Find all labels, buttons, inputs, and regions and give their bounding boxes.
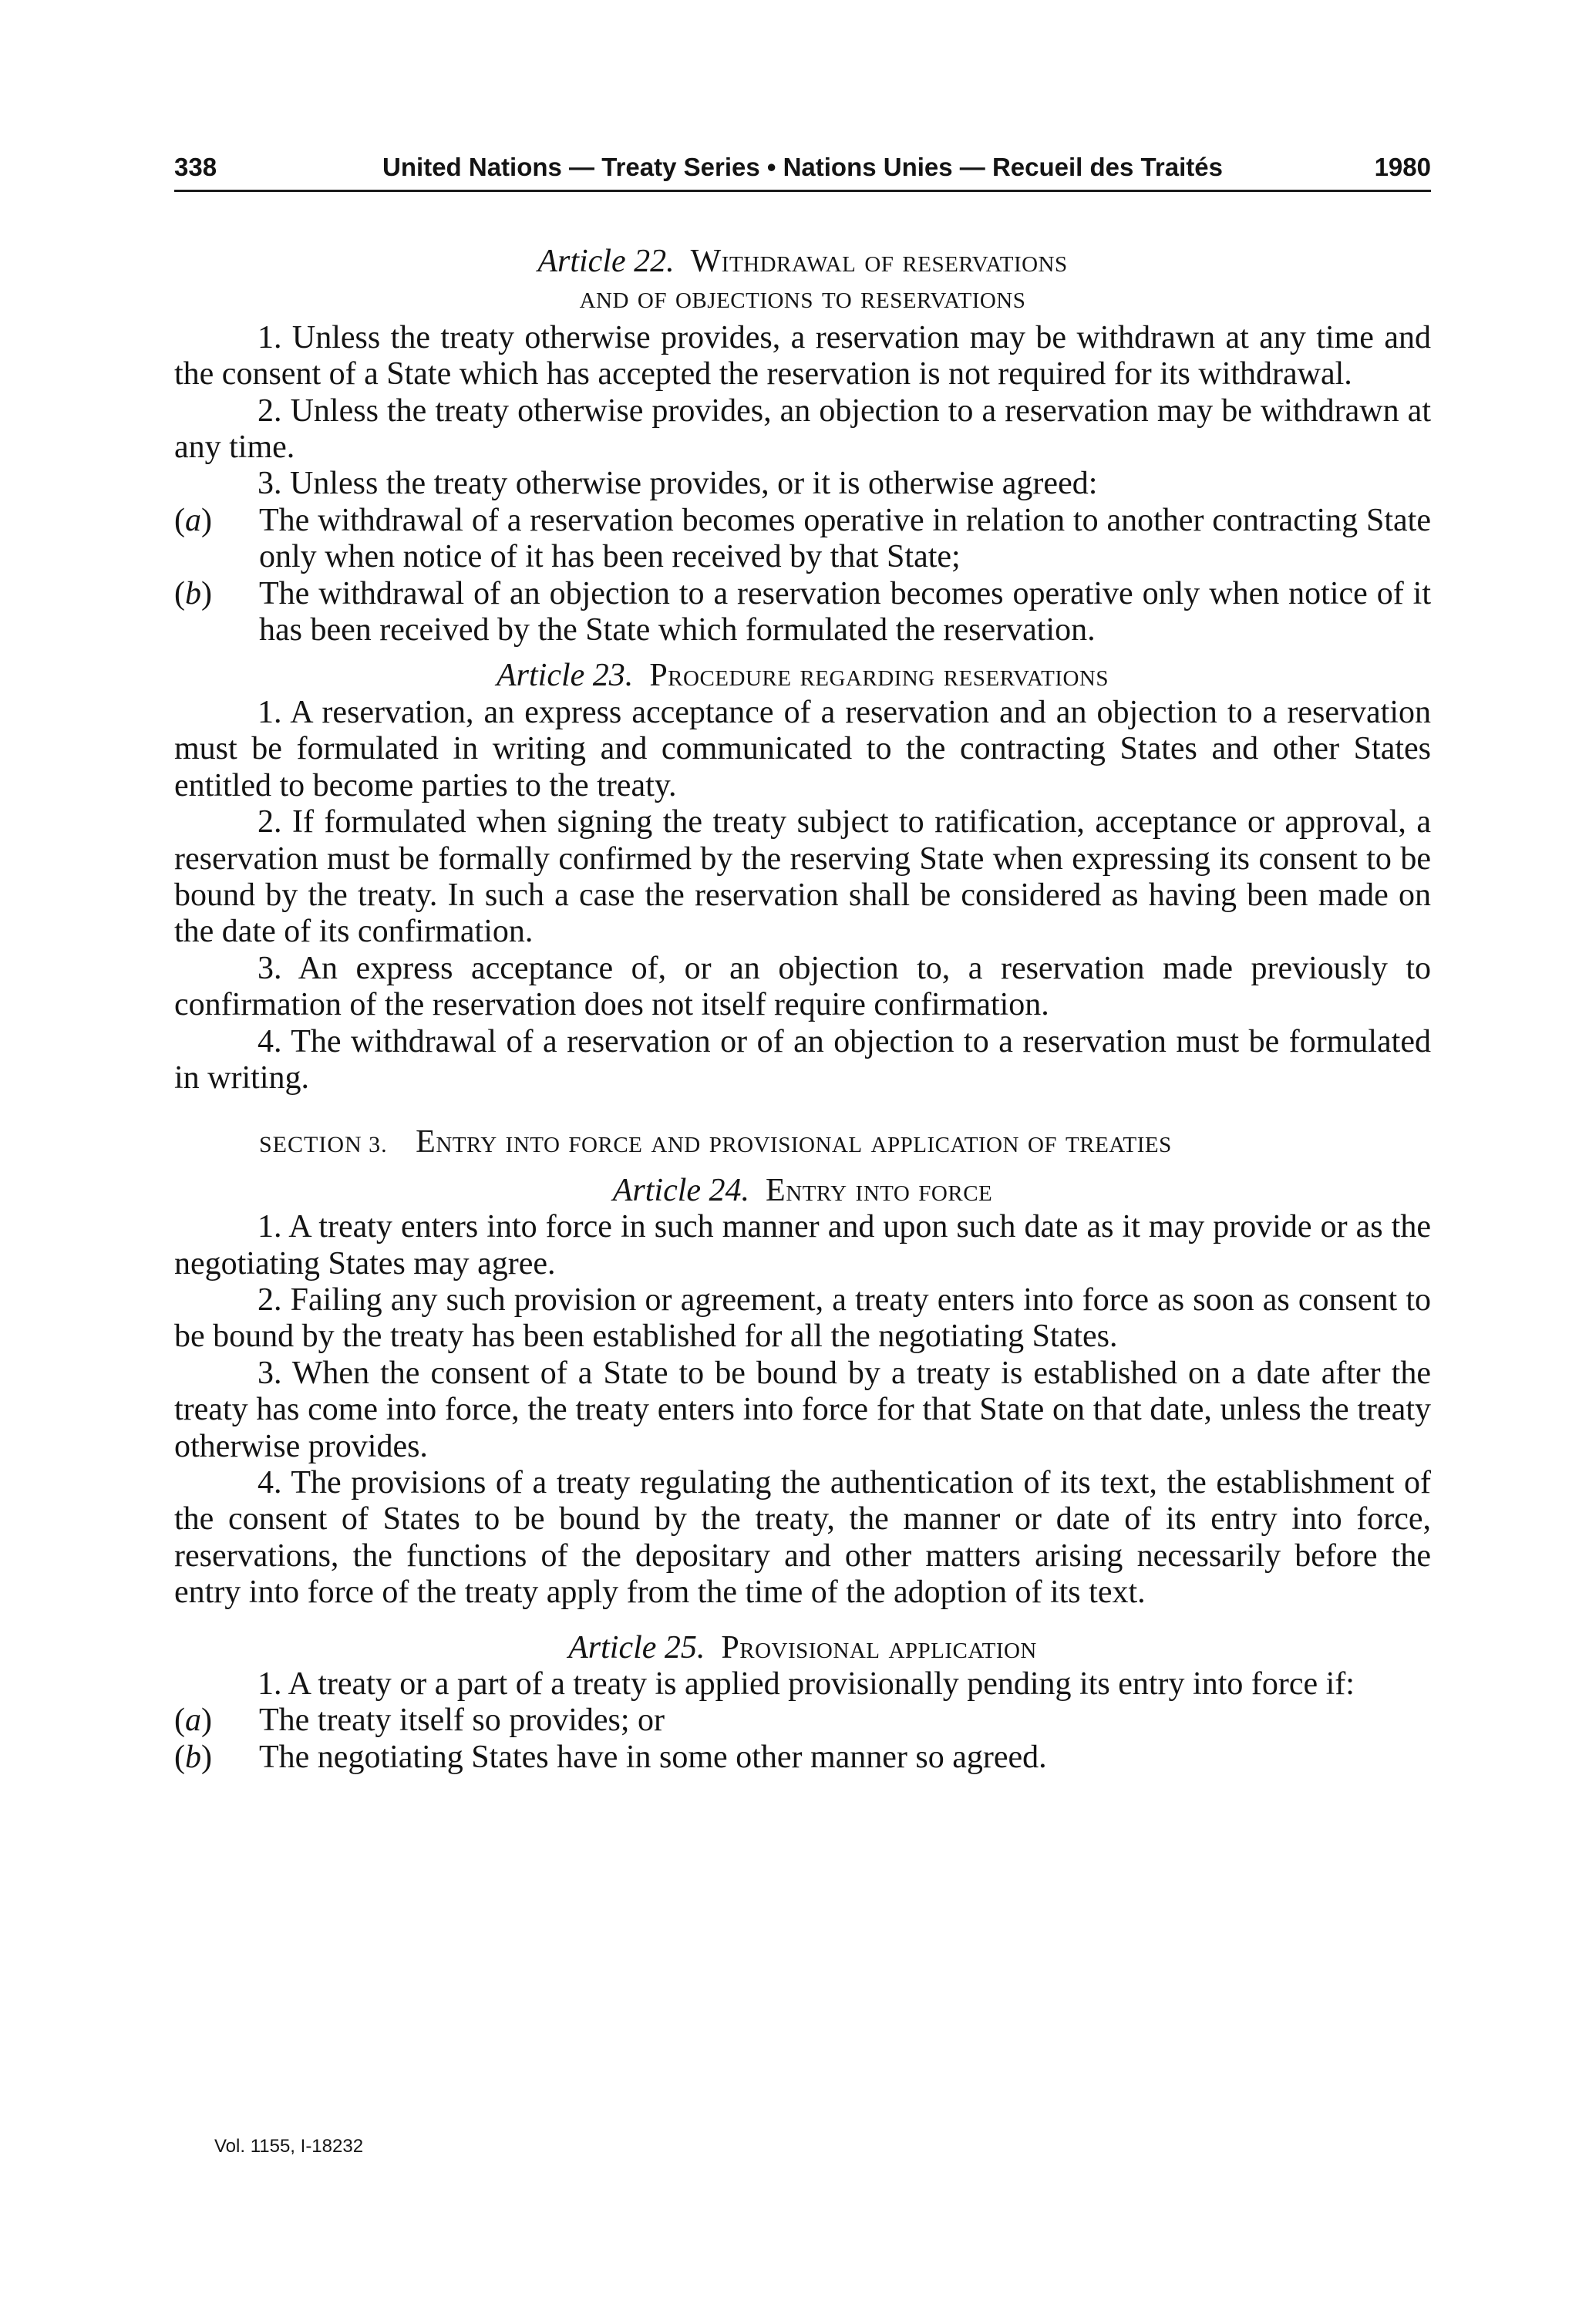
article-24-label: Article 24. bbox=[612, 1172, 750, 1208]
subparagraph-label: (b) bbox=[174, 1739, 212, 1775]
article-22-heading bbox=[174, 244, 1431, 280]
header-year: 1980 bbox=[1374, 153, 1431, 181]
article-22-paragraph-3: 3. Unless the treaty otherwise provides, or it is otherwise agreed: bbox=[258, 466, 1098, 502]
article-23-title: Procedure regarding reservations bbox=[649, 658, 1109, 694]
article-23-paragraph-1: 1. A reservation, an express acceptance of a reservation and an objection to a reservation must be formulated in writing and communicated to the contracting States and other States entitled to become parties to the treaty. bbox=[174, 694, 1431, 803]
subparagraph-label: (a) bbox=[174, 1703, 212, 1739]
article-23-label: Article 23. bbox=[497, 658, 634, 694]
page-number: 338 bbox=[174, 153, 217, 181]
subparagraph-text: The withdrawal of an objection to a reservation becomes operative only when notice of it has been received by the State which formulated the reservation. bbox=[259, 575, 1431, 648]
article-23-paragraph-3: 3. An express acceptance of, or an objection to, a reservation made previously to confirmation of the reservation does not itself require confirmation. bbox=[174, 950, 1431, 1023]
section-3-title: Entry into force and provisional application of treaties bbox=[416, 1124, 1172, 1160]
article-22-paragraph-1: 1. Unless the treaty otherwise provides, a reservation may be withdrawn at any time and the consent of a State which has accepted the reservation is not required for its withdrawal. bbox=[174, 319, 1431, 392]
article-24-heading bbox=[174, 1173, 1431, 1209]
subparagraph-text: The treaty itself so provides; or bbox=[259, 1703, 665, 1739]
article-24-paragraph-3: 3. When the consent of a State to be bound by a treaty is established on a date after the treaty has come into force, the treaty enters into force for that State on that date, unless the treaty otherwise provides. bbox=[174, 1355, 1431, 1464]
section-3-heading bbox=[174, 1124, 1431, 1163]
subparagraph-label: (a) bbox=[174, 502, 212, 538]
article-24-paragraph-4: 4. The provisions of a treaty regulating the authentication of its text, the establishment of the consent of States to be bound by the treaty, the manner or date of its entry into force, reservations, the functions of the depositary and other matters arising necessarily before the entry into force of the treaty apply from the time of the adoption of its text. bbox=[174, 1465, 1431, 1611]
body-text bbox=[174, 244, 1431, 1776]
article-24-title: Entry into force bbox=[766, 1172, 993, 1208]
article-25-heading bbox=[174, 1630, 1431, 1666]
article-22-title-line2: and of objections to reservations bbox=[579, 280, 1026, 316]
subparagraph-text: The withdrawal of a reservation becomes operative in relation to another contracting State only when notice of it has been received by that State; bbox=[259, 502, 1431, 575]
article-25-title: Provisional application bbox=[721, 1629, 1037, 1666]
article-22-label: Article 22. bbox=[537, 244, 675, 279]
article-22-title-line1: Withdrawal of reservations bbox=[690, 244, 1068, 279]
article-22-subparagraph-a bbox=[174, 503, 1431, 576]
article-25-subparagraph-b bbox=[174, 1740, 1431, 1776]
article-22-paragraph-2: 2. Unless the treaty otherwise provides, an objection to a reservation may be withdrawn at any time. bbox=[174, 392, 1431, 466]
volume-footer: Vol. 1155, I-18232 bbox=[214, 2136, 364, 2157]
subparagraph-label: (b) bbox=[174, 575, 212, 611]
section-3-label: SECTION 3. bbox=[259, 1132, 388, 1158]
article-22-subparagraph-b bbox=[174, 576, 1431, 649]
article-24-paragraph-1: 1. A treaty enters into force in such manner and upon such date as it may provide or as the negotiating States may agree. bbox=[174, 1209, 1431, 1282]
article-24-paragraph-2: 2. Failing any such provision or agreement, a treaty enters into force as soon as consent to be bound by the treaty has been established for all the negotiating States. bbox=[174, 1282, 1431, 1355]
article-23-paragraph-4: 4. The withdrawal of a reservation or of an objection to a reservation must be formulated in writing. bbox=[174, 1023, 1431, 1096]
article-23-paragraph-2: 2. If formulated when signing the treaty subject to ratification, acceptance or approval, a reservation must be formally confirmed by the reserving State when expressing its consent to be bound by the treaty. In such a case the reservation shall be considered as having been made on the date of its confirmation. bbox=[174, 804, 1431, 950]
article-23-heading bbox=[174, 658, 1431, 694]
article-25-paragraph-1: 1. A treaty or a part of a treaty is applied provisionally pending its entry into force if: bbox=[258, 1666, 1355, 1703]
running-header bbox=[174, 147, 1431, 192]
running-title: United Nations — Treaty Series • Nations Unies — Recueil des Traités bbox=[382, 153, 1223, 181]
subparagraph-text: The negotiating States have in some other manner so agreed. bbox=[259, 1739, 1047, 1775]
article-25-label: Article 25. bbox=[568, 1629, 705, 1666]
article-25-subparagraph-a bbox=[174, 1703, 1431, 1739]
